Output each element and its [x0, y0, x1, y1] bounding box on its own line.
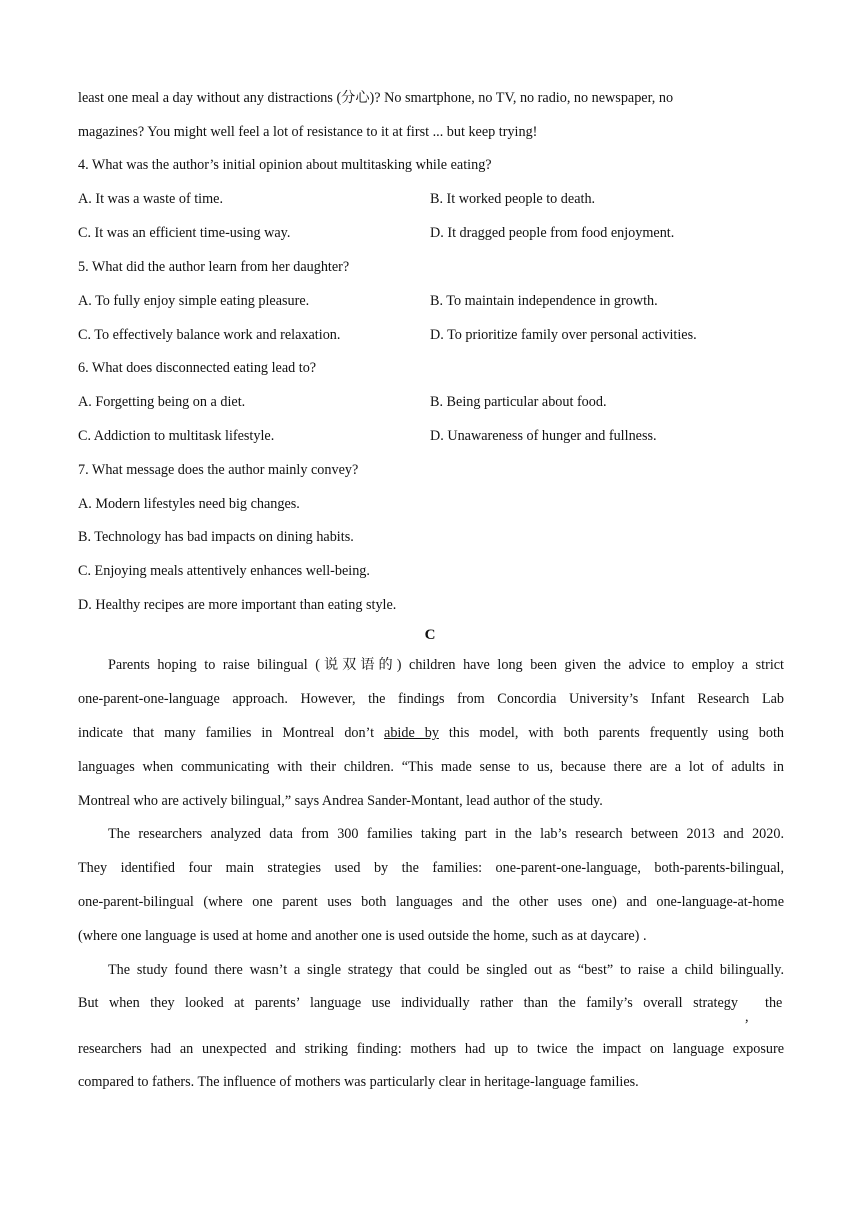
question-5-option-b: B. To maintain independence in growth.: [430, 293, 658, 309]
p3-line-3: researchers had an unexpected and striking finding: mothers had up to twice the impact on language exposure: [78, 1041, 784, 1057]
section-heading: C: [424, 627, 436, 643]
question-4-option-a: A. It was a waste of time.: [78, 191, 223, 207]
question-5-option-a: A. To fully enjoy simple eating pleasure.: [78, 293, 310, 309]
question-7-option-b: B. Technology has bad impacts on dining habits.: [78, 529, 354, 545]
p2-line-1: The researchers analyzed data from 300 families taking part in the lab’s research between 2013 and 2020.: [108, 826, 784, 842]
p1-line-4: languages when communicating with their children. “This made sense to us, because there are a lot of adults in: [78, 759, 784, 775]
question-4-stem: 4. What was the author’s initial opinion about multitasking while eating?: [78, 157, 492, 173]
question-6-option-c: C. Addiction to multitask lifestyle.: [78, 428, 275, 444]
p1-line-3: [78, 724, 784, 742]
question-6-stem: 6. What does disconnected eating lead to?: [78, 360, 317, 376]
p1-line-3-pre: indicate that many families in Montreal don’t: [78, 725, 375, 741]
p3-line-4: compared to fathers. The influence of mothers was particularly clear in heritage-language families.: [78, 1074, 639, 1090]
p1-line-5: Montreal who are actively bilingual,” says Andrea Sander-Montant, lead author of the study.: [78, 793, 603, 809]
question-5-stem: 5. What did the author learn from her daughter?: [78, 259, 350, 275]
p1-line-1: Parents hoping to raise bilingual (说双语的) children have long been given the advice to employ a strict: [108, 657, 784, 673]
question-7-stem: 7. What message does the author mainly convey?: [78, 462, 359, 478]
question-6-option-b: B. Being particular about food.: [430, 394, 607, 410]
p3-line-2-end: the: [765, 995, 783, 1011]
question-6-option-d: D. Unawareness of hunger and fullness.: [430, 428, 657, 444]
p1-line-2: one-parent-one-language approach. However, the findings from Concordia University’s Infant Research Lab: [78, 691, 784, 707]
question-7-option-c: C. Enjoying meals attentively enhances well-being.: [78, 563, 370, 579]
underlined-phrase: abide by: [384, 725, 439, 741]
p3-line-1: The study found there wasn’t a single strategy that could be singled out as “best” to raise a child bilingually.: [108, 962, 784, 978]
question-5-option-d: D. To prioritize family over personal activities.: [430, 327, 697, 343]
question-4-option-c: C. It was an efficient time-using way.: [78, 225, 291, 241]
p3-line-2: But when they looked at parents’ language use individually rather than the family’s overall strategy: [78, 995, 738, 1011]
p2-line-3: one-parent-bilingual (where one parent uses both languages and the other uses one) and one-language-at-home: [78, 894, 784, 910]
intro-line-2: magazines? You might well feel a lot of resistance to it at first ... but keep trying!: [78, 124, 538, 140]
question-4-option-b: B. It worked people to death.: [430, 191, 596, 207]
question-7-option-a: A. Modern lifestyles need big changes.: [78, 496, 300, 512]
question-4-option-d: D. It dragged people from food enjoyment.: [430, 225, 675, 241]
p1-line-3-post: this model, with both parents frequently using both: [448, 725, 784, 741]
question-6-option-a: A. Forgetting being on a diet.: [78, 394, 246, 410]
question-7-option-d: D. Healthy recipes are more important than eating style.: [78, 597, 397, 613]
question-5-option-c: C. To effectively balance work and relaxation.: [78, 327, 341, 343]
intro-line-1: least one meal a day without any distractions (分心)? No smartphone, no TV, no radio, no newspaper, no: [78, 90, 674, 106]
p2-line-4: (where one language is used at home and another one is used outside the home, such as at daycare) .: [78, 928, 647, 944]
p2-line-2: They identified four main strategies used by the families: one-parent-one-language, both-parents-bilingual,: [78, 860, 784, 876]
p3-line-2-comma: ,: [745, 1009, 749, 1025]
